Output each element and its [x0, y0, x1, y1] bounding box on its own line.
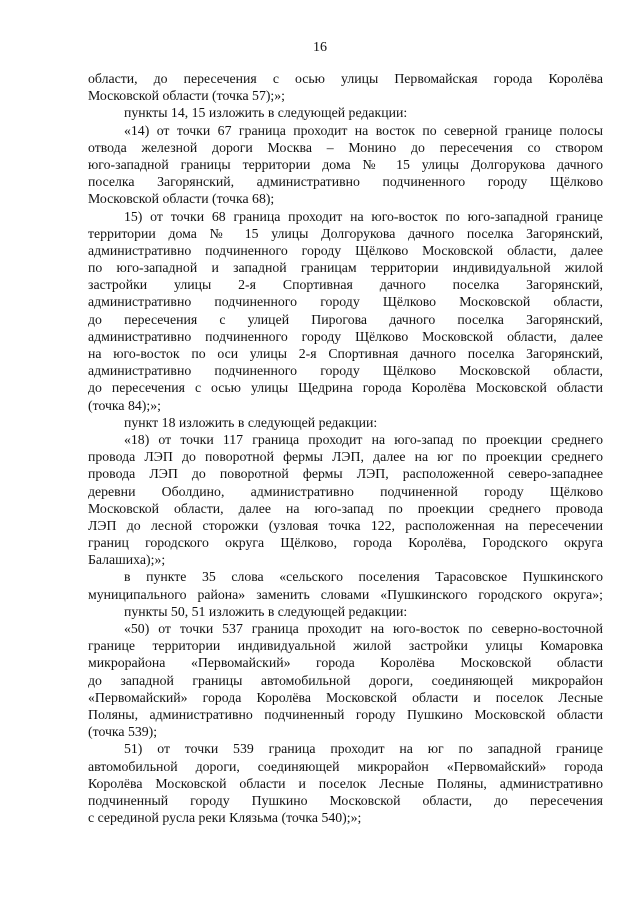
text-line: пункты 50, 51 изложить в следующей редакции:	[124, 603, 408, 619]
document-body	[88, 70, 603, 826]
text-line: микрорайона «Первомайский» города Королёва Московской области	[88, 655, 603, 671]
text-line: границ городского округа Щёлково, города Королёва, Городского округа	[88, 535, 603, 551]
text-line: муниципального района» заменить словами «Пушкинского городского округа»;	[88, 586, 603, 602]
text-line: границе территории индивидуальной жилой застройки улицы Комаровка	[88, 638, 603, 654]
text-line: Московской области, далее на юго-запад по проекции среднего провода	[88, 500, 603, 516]
text-line: провода ЛЭП до поворотной фермы ЛЭП, далее на юг по проекции среднего	[88, 449, 603, 465]
text-line: административно подчиненного городу Щёлково Московской области, далее	[88, 242, 603, 258]
text-line: в пункте 35 слова «сельского поселения Тарасовское Пушкинского	[124, 569, 603, 585]
text-line: подчиненный городу Пушкино Московской области, до пересечения	[88, 792, 603, 808]
text-line: деревни Оболдино, административно подчиненной городу Щёлково	[88, 483, 603, 499]
text-line: «Первомайский» города Королёва Московской области и поселок Лесные	[88, 689, 603, 705]
text-line: до западной границы автомобильной дороги, соединяющей микрорайон	[88, 672, 603, 688]
text-line: отвода железной дороги Москва – Монино до пересечения со створом	[88, 139, 603, 155]
text-line: с серединой русла реки Клязьма (точка 540);»;	[88, 810, 362, 826]
text-line: Балашиха);»;	[88, 552, 166, 568]
text-line: Московской области (точка 57);»;	[88, 88, 285, 104]
text-line: Поляны, административно подчиненный городу Пушкино Московской области	[88, 706, 603, 722]
text-line: административно подчиненного городу Щёлково Московской области,	[88, 294, 603, 310]
text-line: автомобильной дороги, соединяющей микрорайон «Первомайский» города	[88, 758, 603, 774]
text-line: территории дома № 15 улицы Долгорукова дачного поселка Загорянский,	[88, 225, 603, 241]
text-line: Московской области (точка 68);	[88, 191, 275, 207]
text-line: административно подчиненного городу Щёлково Московской области,	[88, 363, 603, 379]
text-line: административно подчиненного городу Щёлково Московской области, далее	[88, 328, 603, 344]
text-line: до пересечения с осью улицы Щедрина города Королёва Московской области	[88, 380, 603, 396]
text-line: 51) от точки 539 граница проходит на юг по западной границе	[124, 741, 603, 757]
text-line: поселка Загорянский, административно подчиненного городу Щёлково	[88, 174, 603, 190]
text-line: застройки улицы 2-я Спортивная дачного поселка Загорянский,	[88, 277, 603, 293]
text-line: области, до пересечения с осью улицы Первомайская города Королёва	[88, 71, 603, 86]
text-line: до пересечения с улицей Пирогова дачного поселка Загорянский,	[88, 311, 603, 327]
text-line: (точка 539);	[88, 724, 158, 740]
text-line: 15) от точки 68 граница проходит на юго-восток по юго-западной границе	[124, 208, 603, 224]
text-line: «14) от точки 67 граница проходит на восток по северной границе полосы	[124, 122, 603, 138]
text-line: пункт 18 изложить в следующей редакции:	[124, 414, 378, 430]
text-line: Королёва Московской области и поселок Лесные Поляны, административно	[88, 775, 603, 791]
text-line: по юго-западной и западной границам территории индивидуальной жилой	[88, 260, 603, 276]
text-line: провода ЛЭП до поворотной фермы ЛЭП, расположенной северо-западнее	[88, 466, 603, 482]
text-line: «18) от точки 117 граница проходит на юго-запад по проекции среднего	[124, 431, 603, 447]
text-line: на юго-восток по оси улицы 2-я Спортивная дачного поселка Загорянский,	[88, 346, 603, 361]
text-line: ЛЭП до лесной сторожки (узловая точка 122, расположенная на пересечении	[88, 517, 603, 533]
text-line: «50) от точки 537 граница проходит на юго-восток по северно-восточной	[124, 621, 603, 636]
text-line: (точка 84);»;	[88, 397, 161, 413]
text-line: юго-западной границы территории дома № 15 улицы Долгорукова дачного	[88, 156, 603, 172]
page-number: 16	[313, 40, 327, 55]
text-line: пункты 14, 15 изложить в следующей редакции:	[124, 105, 408, 121]
